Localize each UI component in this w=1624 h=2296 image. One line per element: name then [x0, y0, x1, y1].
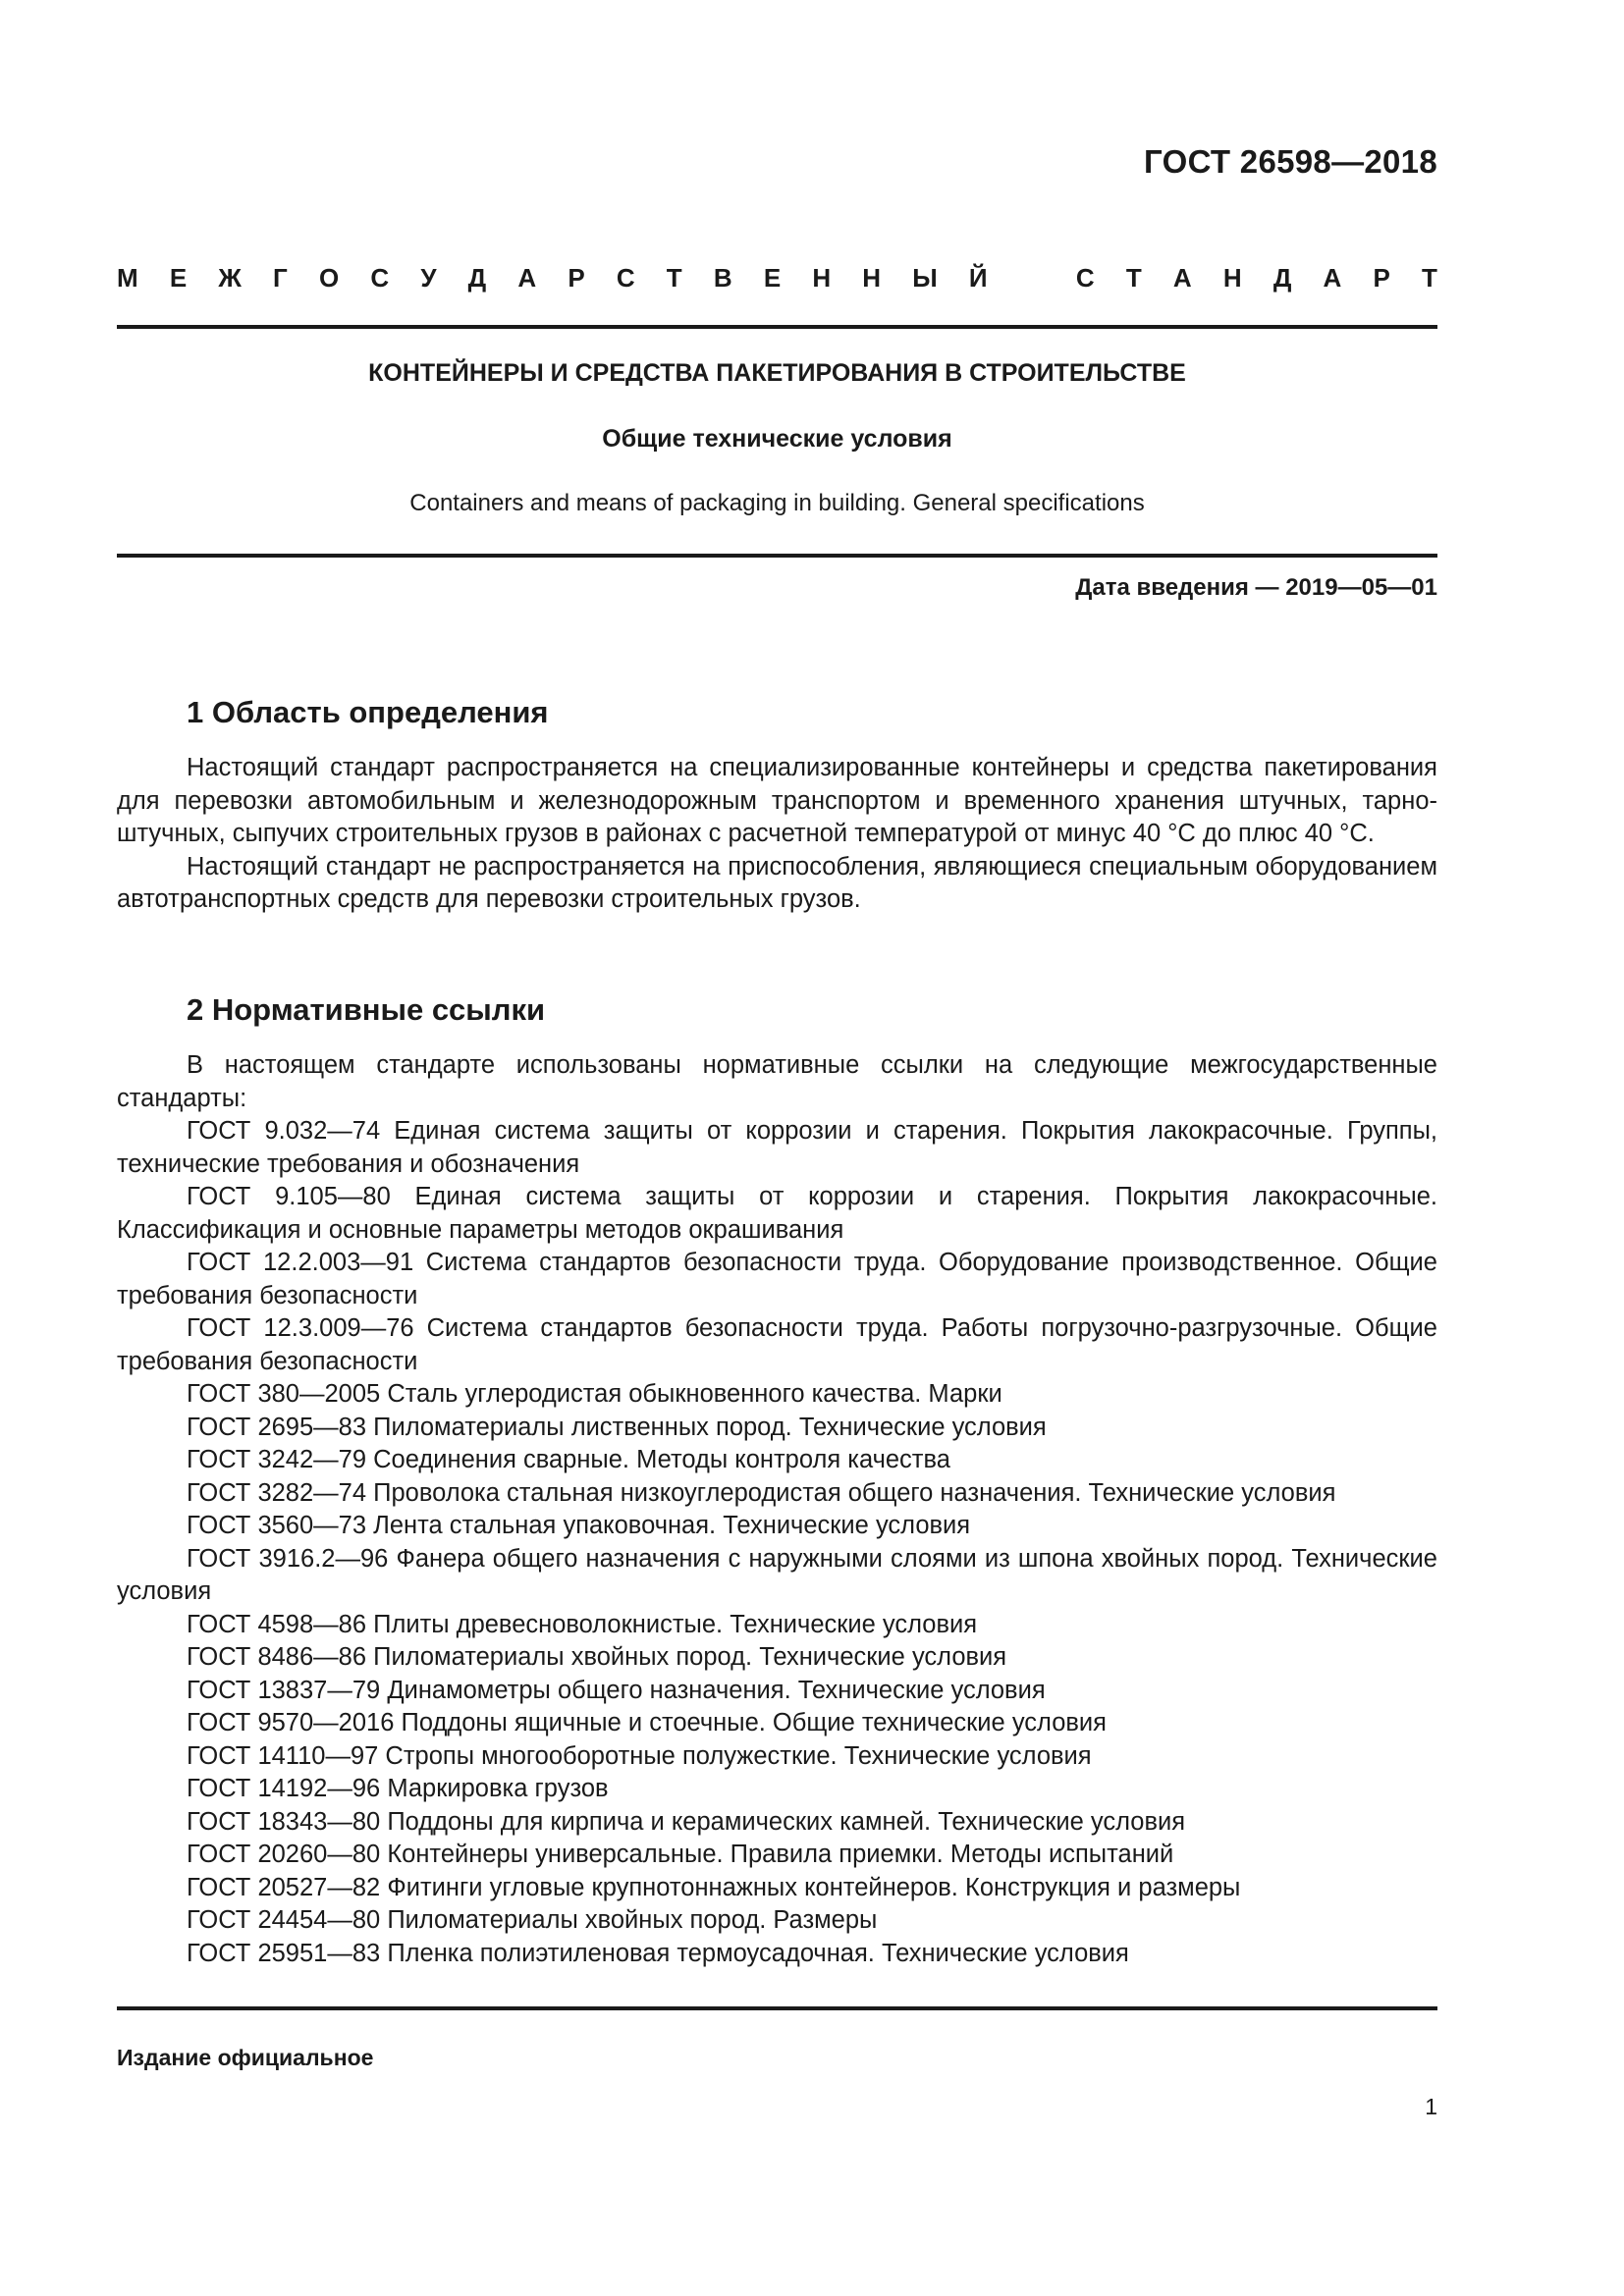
- section-2-body: [117, 1049, 1437, 1970]
- normative-references-list: [117, 1115, 1437, 1970]
- banner-letter: Т: [1125, 263, 1142, 293]
- document-subtitle: Общие технические условия: [602, 425, 952, 453]
- reference-title: Единая система защиты от коррозии и старения. Покрытия лакокрасочные. Классификация и основные параметры методов окрашивания: [117, 1183, 1438, 1244]
- reference-code: ГОСТ 12.2.003—91: [187, 1249, 414, 1276]
- banner-letter: С: [370, 263, 390, 293]
- reference-item: [117, 1412, 1437, 1445]
- reference-item: [117, 1740, 1437, 1774]
- reference-code: ГОСТ 8486—86: [187, 1643, 367, 1671]
- reference-title: Динамометры общего назначения. Технические условия: [387, 1676, 1046, 1704]
- banner-letter: Е: [763, 263, 782, 293]
- reference-code: ГОСТ 9.105—80: [187, 1183, 391, 1210]
- reference-item: [117, 1675, 1437, 1708]
- reference-item: [117, 1938, 1437, 1971]
- section-1-paragraph: Настоящий стандарт распространяется на специализированные контейнеры и средства пакетирования для перевозки автомобильным и железнодорожным транспортом и временного хранения штучных, тарно-штучных, сыпучих строительных грузов в районах с расчетной температурой от минус 40 °С до плюс 40 °С.: [117, 754, 1437, 847]
- reference-code: ГОСТ 4598—86: [187, 1610, 367, 1638]
- section-1-body: [117, 752, 1437, 917]
- introduction-date: Дата введения — 2019—05—01: [1075, 574, 1437, 601]
- banner-letter: Н: [812, 263, 832, 293]
- reference-item: [117, 1477, 1437, 1511]
- reference-code: ГОСТ 20260—80: [187, 1841, 381, 1868]
- official-edition-label: Издание официальное: [117, 2045, 374, 2070]
- banner-letter: Д: [467, 263, 487, 293]
- reference-code: ГОСТ 14192—96: [187, 1775, 381, 1802]
- banner-letter: Т: [1422, 263, 1437, 293]
- reference-item: [117, 1181, 1437, 1247]
- reference-code: ГОСТ 380—2005: [187, 1380, 381, 1408]
- title-rule: [117, 554, 1437, 558]
- reference-title: Соединения сварные. Методы контроля качества: [373, 1446, 950, 1473]
- reference-item: [117, 1444, 1437, 1477]
- reference-title: Лента стальная упаковочная. Технические условия: [373, 1512, 971, 1539]
- reference-title: Система стандартов безопасности труда. Оборудование производственное. Общие требования безопасности: [117, 1249, 1437, 1309]
- reference-code: ГОСТ 3560—73: [187, 1512, 367, 1539]
- banner-letter: С: [1075, 263, 1095, 293]
- reference-item: [117, 1115, 1437, 1181]
- banner-letter: Ы: [912, 263, 938, 293]
- reference-title: Пиломатериалы лиственных пород. Технические условия: [373, 1413, 1047, 1441]
- section-1-paragraph: Настоящий стандарт не распространяется на приспособления, являющиеся специальным оборудованием автотранспортных средств для перевозки строительных грузов.: [117, 852, 1437, 913]
- standard-type-banner: [117, 263, 1437, 294]
- reference-item: [117, 1707, 1437, 1740]
- banner-letter: Р: [1373, 263, 1390, 293]
- reference-item: [117, 1806, 1437, 1840]
- banner-letter: А: [517, 263, 537, 293]
- reference-item: [117, 1543, 1437, 1609]
- reference-item: [117, 1312, 1437, 1378]
- banner-gap: [1019, 263, 1045, 294]
- reference-code: ГОСТ 12.3.009—76: [187, 1314, 414, 1342]
- reference-title: Единая система защиты от коррозии и старения. Покрытия лакокрасочные. Группы, технические требования и обозначения: [117, 1117, 1437, 1178]
- banner-letter: В: [713, 263, 732, 293]
- banner-letter: О: [318, 263, 340, 293]
- banner-letter: Е: [169, 263, 188, 293]
- section-2-heading: 2 Нормативные ссылки: [187, 992, 546, 1027]
- reference-item: [117, 1641, 1437, 1675]
- reference-title: Стропы многооборотные полужесткие. Технические условия: [385, 1741, 1092, 1770]
- reference-code: ГОСТ 18343—80: [187, 1807, 381, 1836]
- banner-letter: А: [1323, 263, 1342, 293]
- header-rule: [117, 325, 1437, 329]
- banner-letter: Й: [968, 263, 988, 293]
- reference-title: Фитинги угловые крупнотоннажных контейнеров. Конструкция и размеры: [387, 1873, 1241, 1901]
- banner-letter: Н: [1222, 263, 1242, 293]
- page-number: 1: [1425, 2094, 1437, 2119]
- reference-code: ГОСТ 9570—2016: [187, 1709, 395, 1736]
- reference-item: [117, 1609, 1437, 1642]
- banner-letter: Д: [1272, 263, 1292, 293]
- standard-code: ГОСТ 26598—2018: [1144, 143, 1437, 180]
- reference-code: ГОСТ 14110—97: [187, 1741, 379, 1770]
- reference-code: ГОСТ 3242—79: [187, 1446, 367, 1473]
- reference-item: [117, 1839, 1437, 1872]
- banner-letter: Н: [862, 263, 882, 293]
- reference-title: Проволока стальная низкоуглеродистая общего назначения. Технические условия: [373, 1478, 1336, 1507]
- reference-code: ГОСТ 13837—79: [187, 1676, 381, 1704]
- reference-title: Фанера общего назначения с наружными слоями из шпона хвойных пород. Технические условия: [117, 1544, 1437, 1605]
- reference-item: [117, 1510, 1437, 1543]
- banner-letter: Т: [666, 263, 682, 293]
- reference-code: ГОСТ 3282—74: [187, 1478, 367, 1507]
- section-1-heading: 1 Область определения: [187, 695, 549, 729]
- banner-letter: Р: [568, 263, 585, 293]
- reference-title: Контейнеры универсальные. Правила приемки. Методы испытаний: [387, 1841, 1174, 1868]
- reference-title: Пиломатериалы хвойных пород. Размеры: [387, 1906, 878, 1934]
- reference-code: ГОСТ 20527—82: [187, 1873, 381, 1901]
- reference-code: ГОСТ 24454—80: [187, 1906, 381, 1934]
- reference-title: Поддоны для кирпича и керамических камней. Технические условия: [387, 1807, 1186, 1836]
- reference-title: Система стандартов безопасности труда. Работы погрузочно-разгрузочные. Общие требования безопасности: [117, 1314, 1437, 1375]
- english-title: Containers and means of packaging in building. General specifications: [409, 490, 1145, 516]
- banner-letter: М: [117, 263, 138, 293]
- reference-code: ГОСТ 9.032—74: [187, 1117, 381, 1145]
- reference-title: Плиты древесноволокнистые. Технические условия: [373, 1610, 978, 1638]
- footer-rule: [117, 2006, 1437, 2010]
- banner-letter: Ж: [218, 263, 242, 293]
- reference-item: [117, 1773, 1437, 1806]
- banner-letter: У: [420, 263, 437, 293]
- reference-item: [117, 1872, 1437, 1905]
- banner-letter: С: [616, 263, 635, 293]
- reference-code: ГОСТ 25951—83: [187, 1939, 381, 1967]
- reference-item: [117, 1904, 1437, 1938]
- section-2-intro: В настоящем стандарте использованы нормативные ссылки на следующие межгосударственные стандарты:: [117, 1051, 1437, 1112]
- document-title: КОНТЕЙНЕРЫ И СРЕДСТВА ПАКЕТИРОВАНИЯ В СТРОИТЕЛЬСТВЕ: [368, 359, 1186, 387]
- reference-title: Пиломатериалы хвойных пород. Технические условия: [373, 1643, 1007, 1671]
- banner-letter: Г: [273, 263, 288, 293]
- reference-title: Пленка полиэтиленовая термоусадочная. Технические условия: [387, 1939, 1129, 1967]
- reference-item: [117, 1378, 1437, 1412]
- banner-letter: А: [1172, 263, 1192, 293]
- reference-title: Сталь углеродистая обыкновенного качества. Марки: [387, 1380, 1002, 1408]
- reference-title: Поддоны ящичные и стоечные. Общие технические условия: [401, 1709, 1107, 1736]
- reference-code: ГОСТ 3916.2—96: [187, 1544, 389, 1573]
- reference-code: ГОСТ 2695—83: [187, 1413, 367, 1441]
- reference-item: [117, 1247, 1437, 1312]
- reference-title: Маркировка грузов: [387, 1775, 609, 1802]
